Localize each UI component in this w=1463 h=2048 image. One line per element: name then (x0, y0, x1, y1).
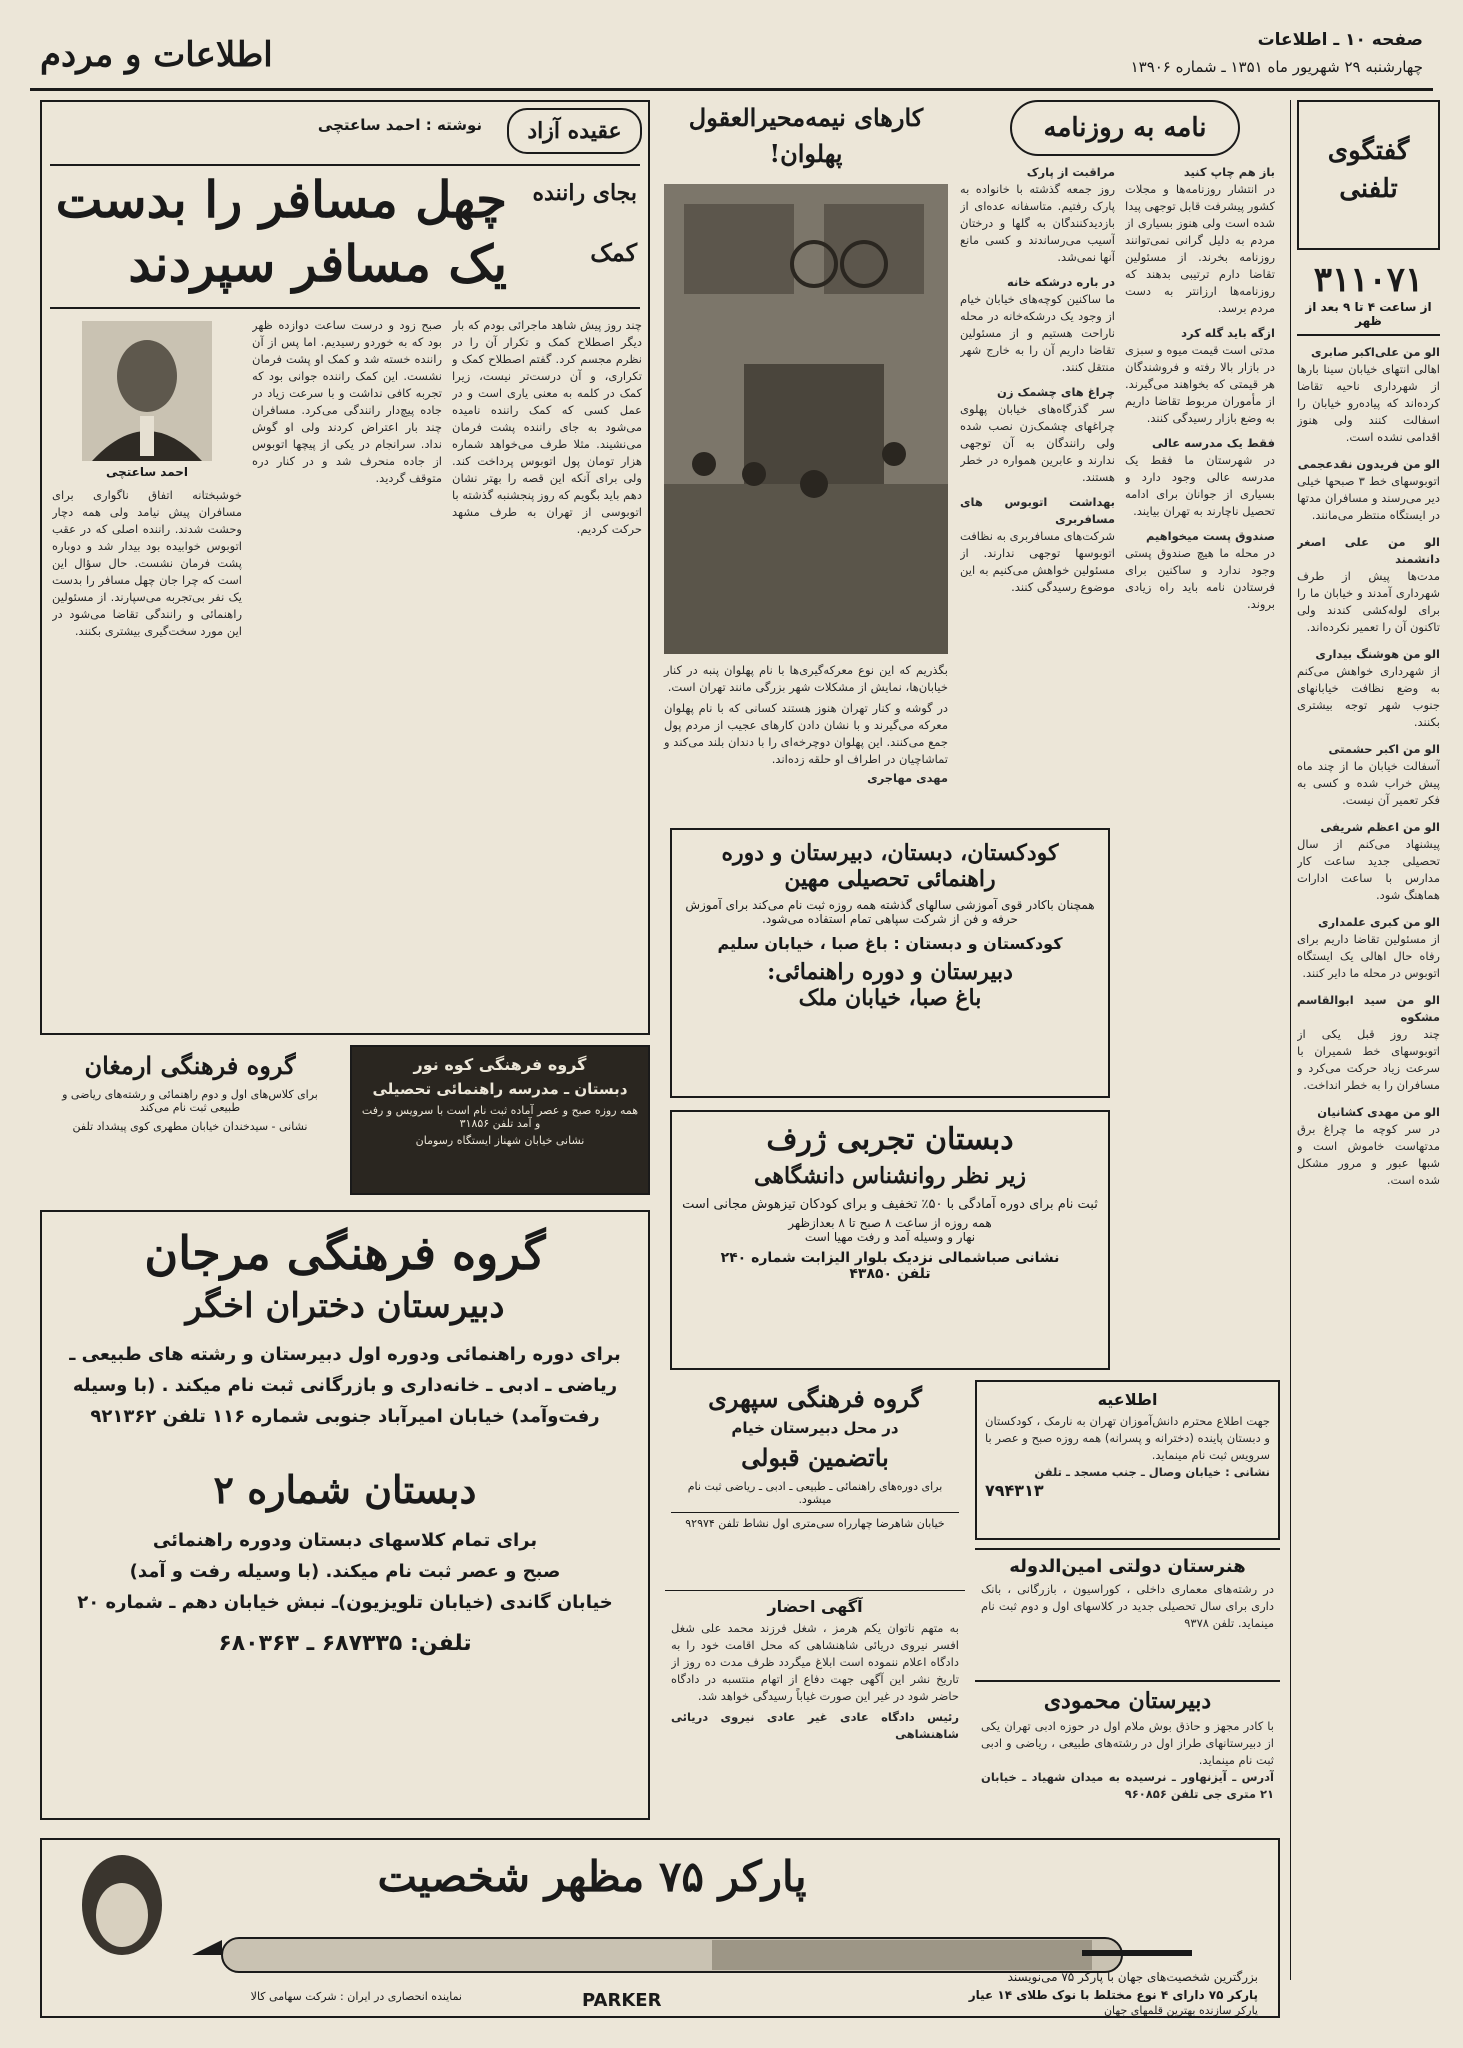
ad-zhorf (670, 1110, 1110, 1370)
aqideh-section (40, 100, 650, 1035)
parker-brand: PARKER (582, 1990, 662, 2011)
ad-marjan-line-4: برای تمام کلاسهای دبستان ودوره راهنمائی (152, 1530, 538, 1551)
author-photo-image (82, 321, 212, 461)
phone-entry: الو من کبری علمداری از مسئولین تقاضا داریم برای رفاه حال اهالی یک ایستگاه اتوبوس در محله ما دایر کنند. (1297, 915, 1440, 980)
ad-sepehri-line-2: باتضمین قبولی (741, 1443, 889, 1472)
pahlavan-text: در گوشه و کنار تهران هنوز هستند کسانی که با نام پهلوان معرکه می‌گیرند و با نشان دادن کارهای عجیب از مردم پول جمع می‌کنند. این پهلوان دوچرخه‌ای را با دندان بلند می‌کند و تماشاچیان در اطراف او حلقه زده‌اند. (664, 701, 948, 766)
ad-mahmoudi-title: دبیرستان محمودی (1043, 1688, 1212, 1714)
pahlavan-author: مهدی مهاجری (867, 771, 948, 785)
issue-date: چهارشنبه ۲۹ شهریور ماه ۱۳۵۱ ـ شماره ۱۳۹۰۶ (1130, 58, 1423, 76)
aqideh-kicker-bottom: کمک (590, 238, 637, 267)
ad-marjan-subtitle: دبیرستان دختران اخگر (185, 1286, 505, 1326)
letter-item: بهداشت اتوبوس های مسافربری شرکت‌های مسافربری به نظافت اتوبوسها توجهی ندارند. از مسئولین خواهش می‌کنیم به این موضوع رسیدگی کنند. (960, 495, 1115, 594)
section-title: اطلاعات و مردم (40, 35, 273, 75)
ad-mahin (670, 828, 1110, 1098)
ad-sepehri-line-1: در محل دبیرستان خیام (731, 1419, 899, 1437)
ad-marjan-line-2: ریاضی ـ ادبی ـ خانه‌داری و بازرگانی ثبت نام میکند . (با وسیله (72, 1375, 618, 1396)
ad-sepehri-line-3: برای دوره‌های راهنمائی ـ طبیعی ـ ادبی ـ ریاضی ثبت نام میشود. (687, 1480, 943, 1506)
phone-entry: الو من مهدی کشانیان در سر کوچه ما چراغ برق مدتهاست خاموش است و شبها عبور و مرور مشکل شده است. (1297, 1105, 1440, 1187)
parker-line-3: نماینده انحصاری در ایران : شرکت سهامی کالا (250, 1990, 462, 2003)
ad-kouhnour-line-1: دبستان ـ مدرسه راهنمائی تحصیلی (372, 1080, 628, 1098)
ad-armaghan-line-1: برای کلاس‌های اول و دوم راهنمائی و رشته‌های ریاضی و طبیعی ثبت نام می‌کند (62, 1088, 318, 1114)
phone-entry: الو من سید ابوالقاسم مشکوه چند روز قبل یکی از اتوبوسهای خط شمیران با سرعت زیاد حرکت می‌کرد و مسافران را به خطر انداخت. (1297, 993, 1440, 1092)
letters-col-left (960, 164, 1115, 596)
phone-entry: الو من اعظم شریفی پیشنهاد می‌کنم از سال تحصیلی جدید ساعت کار مدارس با ساعت ادارات هماهنگ شود. (1297, 820, 1440, 902)
ad-zhorf-title: دبستان تجربی ژرف (766, 1122, 1014, 1157)
phone-column-title: گفتگوی تلفنی (1327, 136, 1410, 204)
pahlavan-article (660, 100, 952, 820)
phone-number: ۳۱۱۰۷۱ (1313, 260, 1424, 300)
ad-kouhnour (350, 1045, 650, 1195)
aqideh-col-3 (52, 317, 242, 1027)
notice-ehzar (665, 1590, 965, 1828)
letter-item: ازگه باید گله کرد مدتی است قیمت میوه و سبزی در بازار بالا رفته و فروشندگان هر قیمتی که بخواهند می‌گیرند. از مأموران مربوط تقاضا داریم به وضع بازار رسیدگی کنند. (1125, 326, 1275, 425)
aqideh-kicker-top: بجای راننده (532, 180, 637, 206)
ad-marjan-title: گروه فرهنگی مرجان (144, 1226, 546, 1280)
aqideh-headline-1: چهل مسافر را بدست (55, 170, 507, 229)
phone-entry: الو من علی اصغر دانشمند مدت‌ها پیش از طرف شهرداری آمدند و خیابان ما را برای لوله‌کشی کندند ولی تاکنون آن را تعمیر نکرده‌اند. (1297, 535, 1440, 634)
ad-marjan (40, 1210, 650, 1820)
ad-kouhnour-line-3: نشانی خیابان شهناز ایستگاه رسومان (415, 1134, 585, 1147)
letter-item: در باره درشکه خانه ما ساکنین کوچه‌های خیابان خیام از وجود یک درشکه‌خانه در محله ناراحت هستیم و از مسئولین تقاضا داریم آن را به خارج شهر منتقل کنند. (960, 275, 1115, 374)
ad-zhorf-line-3: نهار و وسیله آمد و رفت مهیا است (804, 1230, 976, 1244)
page-label: صفحه ۱۰ ـ اطلاعات (1257, 30, 1423, 50)
masthead-rule (30, 88, 1433, 91)
ad-mahmoudi-address: آدرس ـ آیزنهاور ـ نرسیده به میدان شهیاد ـ خیابان ۲۱ متری جی تلفن ۹۶۰۸۵۶ (981, 1770, 1274, 1801)
letters-col-right (1125, 164, 1275, 613)
phone-column (1290, 100, 1440, 1980)
letter-item: چراغ های چشمک زن سر گذرگاه‌های خیابان پهلوی چراغهای چشمک‌زن نصب شده ولی رانندگان به آن توجهی ندارند و عابرین همواره در خطر هستند. (960, 385, 1115, 484)
aqideh-col-3-text: خوشبختانه اتفاق ناگواری برای مسافران پیش نیامد ولی همه دچار وحشت شدند. راننده اصلی که در عقب اتوبوس خوابیده بود بیدار شد و دوباره پشت فرمان نشست. حال سؤال این است که چرا جان چهل مسافر را بدست یک نفر بی‌تجربه می‌سپارند. از مسئولین راهنمائی و رانندگی تقاضا می‌شود در این مورد سخت‌گیری بیشتری بکنند. (52, 488, 242, 638)
ad-mahin-line-5: دبیرستان و دوره راهنمائی: (767, 959, 1013, 985)
aqideh-badge: عقیده آزاد (507, 108, 642, 154)
notice-ehzar-sign: رئیس دادگاه عادی غیر عادی نیروی دریائی شاهنشاهی (671, 1710, 959, 1741)
notice-ehzar-title: آگهی احضار (767, 1597, 863, 1616)
phone-entry: الو من اکبر حشمتی آسفالت خیابان ما از چند ماه پیش خراب شده و کسی به فکر تعمیر آن نیست. (1297, 742, 1440, 807)
ad-mahmoudi (975, 1680, 1280, 1828)
parker-line-4: پارکر سازنده بهترین قلمهای جهان (1103, 2004, 1258, 2017)
ad-marjan-line-6: خیابان گاندی (خیابان تلویزیون)ـ نبش خیابان دهم ـ شماره ۲۰ (77, 1592, 613, 1613)
notice-ettelaieh (975, 1380, 1280, 1540)
parker-line-2: پارکر ۷۵ دارای ۴ نوع مختلط با نوک طلای ۱۴ عیار (968, 1988, 1258, 2002)
ad-parker (40, 1838, 1280, 2018)
aqideh-head-rule (50, 307, 640, 309)
letter-item: فقط یک مدرسه عالی در شهرستان ما فقط یک مدرسه عالی وجود دارد و بسیاری از جوانان برای ادامه تحصیل ناچارند به تهران بیایند. (1125, 436, 1275, 518)
ad-kouhnour-title: گروه فرهنگی کوه نور (413, 1055, 587, 1074)
ad-mahmoudi-text: با کادر مجهز و حاذق بوش ملام اول در حوزه ادبی تهران یکی از دبیرستانهای طراز اول در رشته‌های طبیعی ، ریاضی و ادبی ثبت نام مینماید. (981, 1719, 1274, 1767)
letter-item: صندوق پست میخواهیم در محله ما هیچ صندوق پستی وجود ندارد و ساکنین برای فرستادن نامه باید راه زیادی بروند. (1125, 529, 1275, 611)
pahlavan-title: کارهای نیمه‌محیرالعقول پهلوان! (688, 103, 924, 168)
ad-marjan-phone: تلفن: ۶۸۷۳۳۵ ـ ۶۸۰۳۶۳ (218, 1631, 472, 1656)
pahlavan-photo (664, 184, 948, 654)
ad-armaghan-line-2: نشانی - سیدخندان خیابان مطهری کوی پیشداد تلفن (72, 1120, 308, 1133)
author-photo-caption: احمد ساعتچی (105, 465, 189, 479)
parker-title: پارکر ۷۵ مظهر شخصیت (377, 1852, 807, 1901)
aqideh-col-2 (252, 317, 442, 1027)
ad-amin-text: در رشته‌های معماری داخلی ، کوراسیون ، بازرگانی ، بانک داری برای سال تحصیلی جدید در کلاسهای اول و دوم ثبت نام مینماید. تلفن ۹۳۷۸ (981, 1582, 1274, 1630)
notice-ettelaieh-text: جهت اطلاع محترم دانش‌آموزان تهران به نارمک ، کودکستان و دبستان پاینده (دخترانه و پسرانه) همه روزه صبح و عصر با سرویس ثبت نام مینماید. (985, 1414, 1270, 1462)
phone-entries (1297, 344, 1440, 1189)
pahlavan-photo-image (664, 184, 948, 654)
phone-entry: الو من هوشنگ بیداری از شهرداری خواهش می‌کنم به وضع نظافت خیابانهای جنوب شهر توجه بیشتری بکنند. (1297, 647, 1440, 729)
notice-ettelaieh-title: اطلاعیه (1097, 1390, 1158, 1409)
ad-mahin-line-1: کودکستان، دبستان، دبیرستان و دوره (721, 840, 1059, 866)
notice-ettelaieh-phone: ۷۹۴۳۱۳ (985, 1481, 1044, 1500)
author-photo (82, 321, 212, 461)
aqideh-col-2-text: صبح زود و درست ساعت دوازده ظهر بود که به خوردو رسیدیم. اما پس از آن راننده خسته شد و کمک او پشت فرمان نشست. این کمک راننده جوانی بود که تجربه کافی نداشت و با سرعت زیاد در جاده پیچ‌دار رانندگی می‌کرد. مسافران چند بار اعتراض کردند ولی او گوش نداد. سرانجام در یکی از پیچها اتوبوس از جاده منحرف شد و در کنار دره متوقف گردید. (252, 318, 442, 485)
aqideh-col-1-text: چند روز پیش شاهد ماجرائی بودم که بار دیگر اصطلاح کمک و تکرار آن را در نظرم مجسم کرد. گفتم اصطلاح کمک و تکراری، و آن درست‌تر نیست، زیرا کمک در کلمه به معنی یاری است و در عمل کسی که کمک راننده نامیده می‌شود به جای راننده پشت فرمان می‌نشیند. مثلا طرف می‌خواهد شماره هزار تومان پول اتوبوس پرداخت کند. ولی برای آنکه این قصه را بهتر نشان دهم باید بگویم که روز پنجشنبه گذشته با اتوبوسی از تهران به طرف مشهد حرکت کردیم. (452, 318, 642, 536)
ad-mahin-line-4: کودکستان و دبستان : باغ صبا ، خیابان سلیم (717, 934, 1063, 953)
letters-title: نامه به روزنامه (1010, 100, 1240, 156)
letter-item: مراقبت از پارک روز جمعه گذشته با خانواده به پارک رفتیم. متاسفانه عده‌ای از بازدیدکنندگان به گلها و درختان آسیب می‌رساندند و کسی مانع آنها نمی‌شد. (960, 165, 1115, 264)
ad-zhorf-subtitle: زیر نظر روانشناس دانشگاهی (754, 1163, 1026, 1189)
notice-ehzar-text: به متهم ناتوان یکم هرمز ، شغل فرزند محمد علی شغل افسر نیروی دریائی شاهنشاهی که محل اقامت خود را به دادگاه اعلام ننموده است ابلاغ میگردد ظرف مدت ده روز از تاریخ نشر این آگهی جهت دفاع از اتهام منتسبه در دادگاه حاضر شود در غیر این صورت غیاباً رسیدگی خواهد شد. (671, 1621, 959, 1703)
aqideh-top-rule (50, 164, 640, 166)
aqideh-headline-2: یک مسافر سپردند (128, 234, 507, 293)
ad-marjan-title-2: دبستان شماره ۲ (213, 1467, 477, 1512)
ad-sepehri-line-4: خیابان شاهرضا چهارراه سی‌متری اول نشاط تلفن ۹۲۹۷۴ (671, 1512, 959, 1530)
ad-zhorf-line-1: ثبت نام برای دوره آمادگی با ۵۰٪ تخفیف و برای کودکان تیزهوش مجانی است (682, 1197, 1098, 1212)
ad-sepehri (665, 1378, 965, 1588)
ad-amin-title: هنرستان دولتی امین‌الدوله (1009, 1556, 1246, 1577)
phone-entry: الو من فریدون نقدعجمی اتوبوسهای خط ۳ صبحها خیلی دیر می‌رسند و مسافران مدتها در ایستگاه منتظر می‌مانند. (1297, 457, 1440, 522)
aqideh-col-1 (452, 317, 642, 1027)
ad-armaghan-title: گروه فرهنگی ارمغان (84, 1051, 296, 1080)
ad-sepehri-title: گروه فرهنگی سپهری (708, 1384, 922, 1413)
letter-item: باز هم چاپ کنید در انتشار روزنامه‌ها و مجلات کشور پیشرفت قابل توجهی پیدا شده است ولی هنوز بسیاری از مردم به دلیل گرانی نمی‌توانند روزنامه بخرند. از مسئولین تقاضا دارم ترتیبی بدهند که روزنامه‌ها ارزانتر به دست مردم برسد. (1125, 165, 1275, 315)
ad-kouhnour-line-2: همه روزه صبح و عصر آماده ثبت نام است با سرویس و رفت و آمد تلفن ۳۱۸۵۶ (361, 1104, 639, 1130)
phone-column-title-box (1297, 100, 1440, 250)
ad-mahin-line-3: همچنان باکادر قوی آموزشی سالهای گذشته همه روزه ثبت نام می‌کند برای آموزش حرفه و فن از شرکت سپاهی تمام استفاده می‌شود. (685, 898, 1095, 926)
ad-zhorf-line-2: همه روزه از ساعت ۸ صبح تا ۸ بعدازظهر (788, 1216, 992, 1230)
notice-ettelaieh-address: نشانی : خیابان وصال ـ جنب مسجد ـ تلفن (1034, 1465, 1270, 1479)
ad-armaghan (40, 1045, 340, 1205)
phone-entry: الو من علی‌اکبر صابری اهالی انتهای خیابان سینا بارها از شهرداری ناحیه تقاضا کرده‌اند که پیاده‌رو خیابان را اسفالت کنند ولی هنوز اقدامی نشده است. (1297, 345, 1440, 444)
ad-marjan-line-5: صبح و عصر ثبت نام میکند. (با وسیله رفت و آمد) (129, 1561, 561, 1582)
phone-hours: از ساعت ۴ تا ۹ بعد از ظهر (1297, 300, 1440, 336)
pahlavan-caption: بگذریم که این نوع معرکه‌گیری‌ها با نام پهلوان پنبه در کنار خیابان‌ها، نمایش از مشکلات شهر بزرگی مانند تهران است. (664, 663, 948, 694)
parker-line-1: بزرگترین شخصیت‌های جهان با پارکر ۷۵ می‌نویسند (1007, 1970, 1258, 1984)
ad-amin (975, 1548, 1280, 1678)
ad-mahin-line-6: باغ صبا، خیابان ملک (798, 985, 982, 1011)
ad-marjan-line-3: رفت‌وآمد) خیابان امیرآباد جنوبی شماره ۱۱۶ تلفن ۹۲۱۳۶۲ (90, 1406, 600, 1427)
ad-marjan-line-1: برای دوره راهنمائی ودوره اول دبیرستان و رشته های طبیعی ـ (69, 1344, 621, 1365)
aqideh-byline: نوشته : احمد ساعتچی (317, 116, 482, 134)
ad-zhorf-line-4: نشانی صباشمالی نزدیک بلوار الیزابت شماره ۲۴۰ (720, 1250, 1060, 1266)
ad-mahin-line-2: راهنمائی تحصیلی مهین (784, 866, 996, 892)
ad-zhorf-phone: تلفن ۴۳۸۵۰ (849, 1266, 931, 1282)
